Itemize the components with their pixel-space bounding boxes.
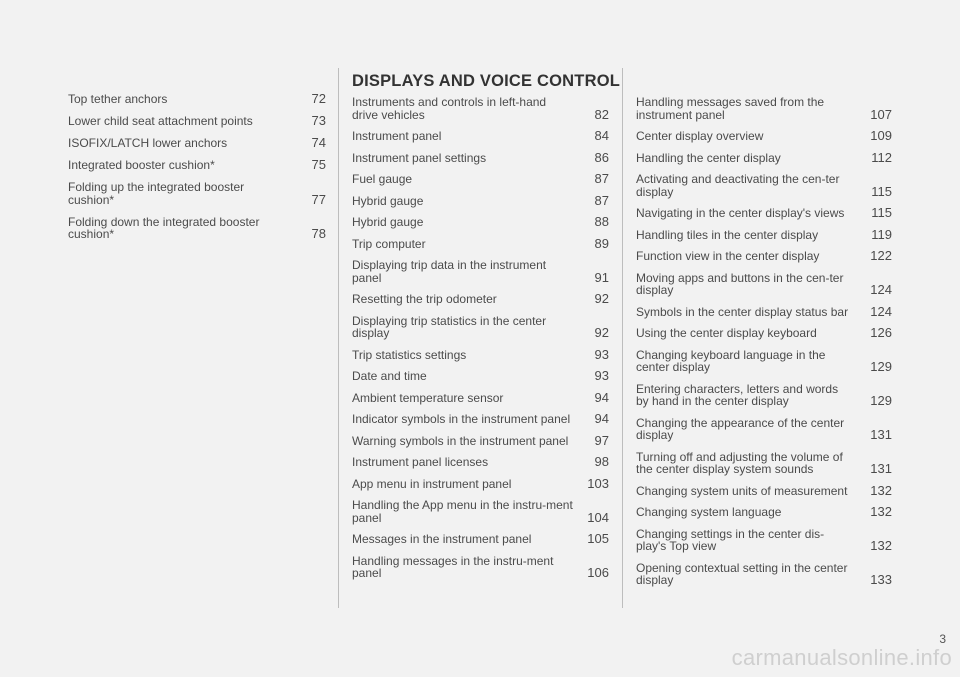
- toc-entry[interactable]: [352, 96, 609, 121]
- toc-entry-page: 132: [870, 504, 892, 519]
- toc-entry[interactable]: [68, 216, 326, 241]
- column-divider: [622, 68, 623, 608]
- toc-entry[interactable]: [636, 226, 892, 242]
- toc-entry-page: 86: [594, 149, 609, 165]
- toc-entry-page: 97: [594, 432, 609, 448]
- toc-entry[interactable]: [352, 555, 609, 580]
- toc-entry-title: Displaying trip statistics in the center display: [352, 313, 547, 340]
- toc-entry[interactable]: [352, 149, 609, 165]
- toc-entry[interactable]: [68, 115, 326, 128]
- toc-entry-page: 124: [870, 303, 892, 319]
- toc-entry-page: 93: [594, 346, 609, 362]
- toc-entry-page: 92: [594, 291, 609, 306]
- toc-entry-title: Handling the center display: [636, 150, 781, 165]
- toc-entry[interactable]: [352, 533, 609, 546]
- toc-entry[interactable]: [68, 137, 326, 150]
- toc-entry-title: Resetting the trip odometer: [352, 292, 497, 306]
- toc-entry-title: Indicator symbols in the instrument panel: [352, 412, 571, 426]
- toc-entry[interactable]: [636, 482, 892, 498]
- toc-entry-title: App menu in instrument panel: [352, 476, 512, 491]
- toc-entry-page: 124: [870, 282, 892, 297]
- toc-entry-page: 77: [311, 191, 326, 207]
- toc-entry-title: Changing keyboard language in the center display: [636, 347, 826, 374]
- toc-entry[interactable]: [636, 383, 892, 408]
- toc-entry-title: Turning off and adjusting the volume of the center display system sounds: [636, 449, 843, 476]
- toc-entry-page: 74: [311, 135, 326, 150]
- toc-entry-title: Folding down the integrated booster cushion*: [68, 214, 260, 241]
- toc-entry-page: 73: [311, 113, 326, 128]
- toc-entry[interactable]: [636, 173, 892, 198]
- toc-entry[interactable]: [636, 528, 892, 553]
- toc-entry[interactable]: [636, 272, 892, 297]
- toc-entry[interactable]: [636, 506, 892, 519]
- toc-entry-page: 89: [594, 235, 609, 251]
- toc-entry-page: 91: [594, 269, 609, 285]
- toc-entry-title: Moving apps and buttons in the cen-ter display: [636, 270, 844, 297]
- toc-entry[interactable]: [636, 451, 892, 476]
- toc-entry-title: Changing settings in the center dis-play's Top view: [636, 526, 825, 553]
- toc-entry[interactable]: [352, 499, 609, 524]
- toc-entry[interactable]: [636, 303, 892, 319]
- toc-entry-title: Trip computer: [352, 236, 426, 251]
- toc-entry-title: Instrument panel: [352, 129, 442, 143]
- toc-entry-page: 93: [594, 368, 609, 383]
- toc-entry-page: 98: [594, 454, 609, 469]
- toc-entry-page: 94: [594, 411, 609, 426]
- toc-entry[interactable]: [352, 370, 609, 383]
- toc-entry-title: Instruments and controls in left-hand drive vehicles: [352, 95, 547, 122]
- toc-entry[interactable]: [352, 315, 609, 340]
- toc-entry-title: Changing system language: [636, 505, 782, 519]
- toc-entry-page: 87: [594, 192, 609, 208]
- toc-entry[interactable]: [352, 432, 609, 448]
- toc-entry[interactable]: [636, 130, 892, 143]
- toc-entry-title: Hybrid gauge: [352, 193, 424, 208]
- toc-entry-title: Messages in the instrument panel: [352, 532, 532, 546]
- toc-entry-page: 88: [594, 214, 609, 229]
- toc-entry-title: Entering characters, letters and words by hand in the center display: [636, 381, 839, 408]
- toc-entry-page: 133: [870, 572, 892, 587]
- toc-entry-title: Function view in the center display: [636, 249, 820, 263]
- toc-entry-title: Instrument panel settings: [352, 150, 487, 165]
- toc-entry-title: Changing system units of measurement: [636, 483, 848, 498]
- toc-entry-page: 106: [587, 565, 609, 580]
- toc-entry[interactable]: [352, 389, 609, 405]
- toc-entry[interactable]: [352, 130, 609, 143]
- toc-entry-title: Opening contextual setting in the center display: [636, 560, 848, 587]
- toc-entry-title: Center display overview: [636, 129, 764, 143]
- toc-entry[interactable]: [636, 250, 892, 263]
- toc-entry[interactable]: [68, 159, 326, 172]
- toc-column-3: [636, 96, 892, 596]
- toc-entry-page: 75: [311, 157, 326, 172]
- toc-entry[interactable]: [636, 149, 892, 165]
- toc-entry-page: 129: [870, 359, 892, 374]
- toc-entry-title: Displaying trip data in the instrument panel: [352, 258, 547, 285]
- toc-entry-page: 112: [871, 149, 892, 165]
- toc-entry-title: Handling messages saved from the instrument panel: [636, 95, 825, 122]
- toc-entry-title: ISOFIX/LATCH lower anchors: [68, 136, 228, 150]
- toc-entry-page: 109: [870, 128, 892, 143]
- toc-entry-page: 132: [870, 538, 892, 553]
- toc-entry[interactable]: [352, 413, 609, 426]
- toc-entry-title: Instrument panel licenses: [352, 455, 489, 469]
- toc-entry-page: 131: [870, 427, 892, 442]
- toc-entry[interactable]: [352, 216, 609, 229]
- toc-entry-page: 94: [594, 389, 609, 405]
- toc-entry-title: Handling the App menu in the instru-ment panel: [352, 498, 573, 525]
- toc-entry-title: Fuel gauge: [352, 172, 413, 186]
- toc-entry[interactable]: [352, 475, 609, 491]
- toc-column-1: [68, 93, 326, 250]
- toc-entry-title: Warning symbols in the instrument panel: [352, 433, 569, 448]
- toc-entry-page: 115: [871, 205, 892, 220]
- toc-entry-page: 84: [594, 128, 609, 143]
- toc-entry-title: Integrated booster cushion*: [68, 158, 215, 172]
- toc-entry-page: 119: [871, 226, 892, 242]
- toc-entry-page: 107: [870, 106, 892, 122]
- toc-entry[interactable]: [636, 96, 892, 121]
- toc-entry[interactable]: [636, 327, 892, 340]
- toc-entry[interactable]: [352, 293, 609, 306]
- toc-entry-title: Changing the appearance of the center display: [636, 415, 845, 442]
- toc-entry-page: 131: [870, 461, 892, 476]
- watermark: carmanualsonline.info: [731, 645, 952, 670]
- section-title: DISPLAYS AND VOICE CONTROL: [352, 72, 621, 90]
- toc-entry[interactable]: [68, 93, 326, 106]
- toc-entry-page: 104: [587, 509, 609, 525]
- toc-entry-page: 129: [870, 393, 892, 408]
- toc-entry-page: 87: [594, 171, 609, 186]
- toc-entry-title: Navigating in the center display's views: [636, 206, 845, 220]
- toc-entry[interactable]: [352, 173, 609, 186]
- toc-entry-title: Trip statistics settings: [352, 347, 467, 362]
- toc-entry-page: 132: [870, 482, 892, 498]
- toc-entry[interactable]: [352, 259, 609, 284]
- toc-entry[interactable]: [68, 181, 326, 206]
- toc-entry-page: 78: [311, 226, 326, 241]
- toc-column-2: [352, 96, 609, 589]
- toc-entry-title: Folding up the integrated booster cushion*: [68, 180, 245, 207]
- toc-entry-page: 72: [311, 91, 326, 106]
- toc-entry-title: Hybrid gauge: [352, 215, 424, 229]
- toc-entry-title: Symbols in the center display status bar: [636, 304, 849, 319]
- toc-entry[interactable]: [636, 349, 892, 374]
- toc-entry-page: 126: [870, 325, 892, 340]
- toc-entry-page: 92: [594, 325, 609, 340]
- toc-entry-title: Handling tiles in the center display: [636, 227, 819, 242]
- toc-entry[interactable]: [352, 192, 609, 208]
- toc-entry-page: 122: [870, 248, 892, 263]
- toc-entry-title: Date and time: [352, 369, 427, 383]
- toc-entry-page: 103: [587, 475, 609, 491]
- toc-entry[interactable]: [352, 456, 609, 469]
- toc-entry-title: Using the center display keyboard: [636, 326, 817, 340]
- toc-entry-title: Lower child seat attachment points: [68, 114, 253, 128]
- toc-entry-title: Top tether anchors: [68, 92, 168, 106]
- column-divider: [338, 68, 339, 608]
- toc-entry[interactable]: [352, 346, 609, 362]
- toc-entry-title: Ambient temperature sensor: [352, 390, 504, 405]
- toc-entry[interactable]: [352, 235, 609, 251]
- toc-entry-page: 105: [587, 531, 609, 546]
- toc-entry[interactable]: [636, 417, 892, 442]
- toc-entry-title: Activating and deactivating the cen-ter display: [636, 172, 840, 199]
- toc-entry-page: 115: [871, 183, 892, 199]
- toc-entry-title: Handling messages in the instru-ment panel: [352, 553, 554, 580]
- toc-entry[interactable]: [636, 207, 892, 220]
- toc-entry[interactable]: [636, 562, 892, 587]
- page-number: 3: [939, 632, 946, 646]
- toc-entry-page: 82: [594, 106, 609, 122]
